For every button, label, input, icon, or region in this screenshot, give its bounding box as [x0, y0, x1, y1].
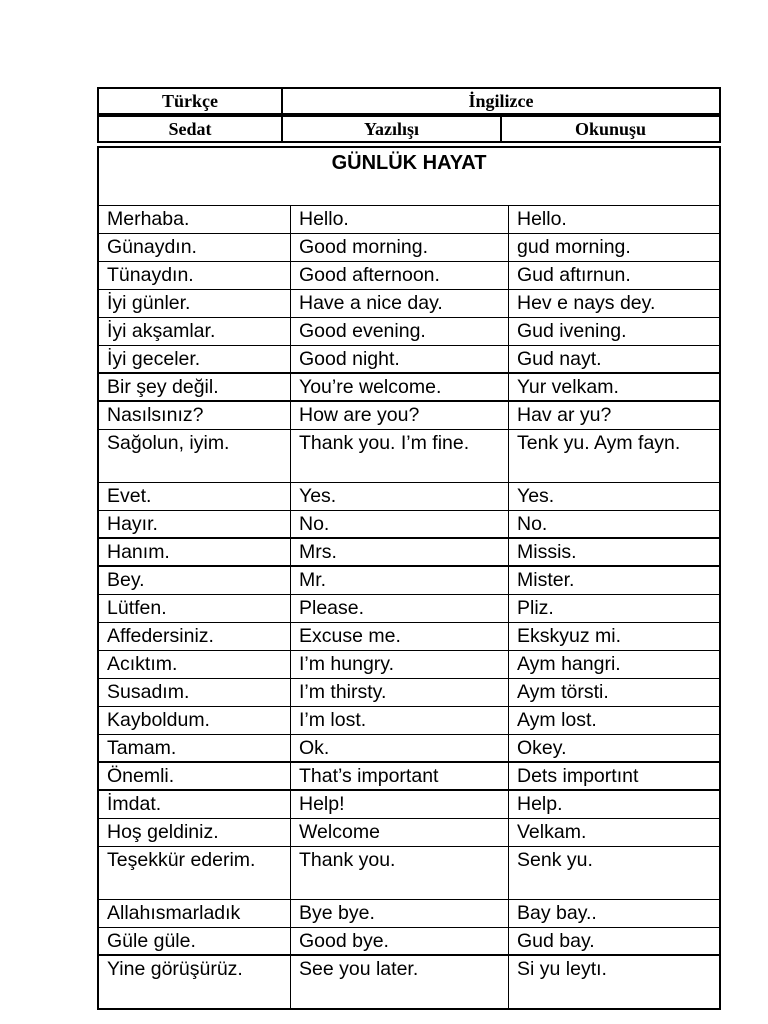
english-cell: Mr.: [291, 567, 509, 594]
pronunciation-cell: Senk yu.: [517, 849, 593, 871]
table-row: [99, 735, 719, 763]
english-cell: Mrs.: [291, 539, 509, 565]
table-row: [99, 651, 719, 679]
turkish-cell: Teşekkür ederim.: [99, 847, 291, 899]
pronunciation-cell: Tenk yu. Aym fayn.: [517, 432, 681, 454]
table-row: [99, 290, 719, 318]
table-row: [99, 819, 719, 847]
table-row: [99, 262, 719, 290]
pronunciation-cell: Okey.: [517, 737, 567, 759]
english-cell: I’m lost.: [291, 707, 509, 734]
english-cell: Have a nice day.: [291, 290, 509, 317]
turkish-cell: Hoş geldiniz.: [99, 819, 291, 846]
turkish-cell: Önemli.: [99, 763, 291, 789]
pronunciation-cell: Yur velkam.: [517, 376, 619, 398]
turkish-cell: Nasılsınız?: [99, 402, 291, 429]
turkish-cell: Sağolun, iyim.: [99, 430, 291, 482]
english-cell: Welcome: [291, 819, 509, 846]
english-cell: Please.: [291, 595, 509, 622]
english-cell: Thank you. I’m fine.: [291, 430, 509, 482]
english-cell: See you later.: [291, 956, 509, 1008]
english-cell: Good morning.: [291, 234, 509, 261]
header-table-bottom: [97, 115, 721, 143]
pronunciation-cell: Gud nayt.: [517, 348, 602, 370]
pronunciation-cell: Dets importınt: [517, 765, 639, 787]
table-row: [99, 763, 719, 791]
english-cell: No.: [291, 511, 509, 537]
turkish-cell: Susadım.: [99, 679, 291, 706]
turkish-cell: Evet.: [99, 483, 291, 510]
english-cell: Good afternoon.: [291, 262, 509, 289]
section-title: GÜNLÜK HAYAT: [99, 148, 719, 206]
turkish-cell: Bey.: [99, 567, 291, 594]
turkish-cell: Acıktım.: [99, 651, 291, 678]
phrase-table: [97, 146, 721, 1010]
english-cell: Good bye.: [291, 928, 509, 954]
english-cell: Good night.: [291, 346, 509, 372]
pronunciation-cell: Aym lost.: [517, 709, 597, 731]
turkish-cell: Lütfen.: [99, 595, 291, 622]
table-row: [99, 402, 719, 430]
turkish-cell: İmdat.: [99, 791, 291, 818]
english-cell: Bye bye.: [291, 900, 509, 927]
pronunciation-cell: Si yu leytı.: [517, 958, 607, 980]
header-pronunciation-label: Okunuşu: [501, 116, 720, 142]
pronunciation-cell: Gud bay.: [517, 930, 595, 952]
header-sedat-label: Sedat: [98, 116, 282, 142]
turkish-cell: Tünaydın.: [99, 262, 291, 289]
table-row: [99, 900, 719, 928]
pronunciation-cell: Missis.: [517, 541, 577, 563]
table-row: [99, 346, 719, 374]
pronunciation-cell: Help.: [517, 793, 563, 815]
table-row: [99, 483, 719, 511]
table-row: [99, 430, 719, 483]
pronunciation-cell: Pliz.: [517, 597, 554, 619]
table-row: [99, 956, 719, 1008]
english-cell: Hello.: [291, 206, 509, 233]
english-cell: Good evening.: [291, 318, 509, 345]
english-cell: That’s important: [291, 763, 509, 789]
turkish-cell: İyi akşamlar.: [99, 318, 291, 345]
turkish-cell: Tamam.: [99, 735, 291, 761]
pronunciation-cell: Hev e nays dey.: [517, 292, 656, 314]
english-cell: Ok.: [291, 735, 509, 761]
english-cell: Yes.: [291, 483, 509, 510]
pronunciation-cell: Mister.: [517, 569, 575, 591]
table-row: [99, 539, 719, 567]
table-row: [99, 679, 719, 707]
header-english-label: İngilizce: [282, 88, 720, 114]
pronunciation-cell: Ekskyuz mi.: [517, 625, 622, 647]
english-cell: I’m thirsty.: [291, 679, 509, 706]
turkish-cell: Bir şey değil.: [99, 374, 291, 400]
pronunciation-cell: Hav ar yu?: [517, 404, 612, 426]
turkish-cell: Güle güle.: [99, 928, 291, 954]
header-spelling-label: Yazılışı: [282, 116, 501, 142]
turkish-cell: İyi günler.: [99, 290, 291, 317]
turkish-cell: Günaydın.: [99, 234, 291, 261]
turkish-cell: Allahısmarladık: [99, 900, 291, 927]
turkish-cell: Hayır.: [99, 511, 291, 537]
phrase-rows: [99, 206, 719, 1008]
pronunciation-cell: Velkam.: [517, 821, 587, 843]
pronunciation-cell: Gud ivening.: [517, 320, 627, 342]
header-turkish-label: Türkçe: [98, 88, 282, 114]
pronunciation-cell: No.: [517, 513, 548, 535]
pronunciation-cell: Gud aftırnun.: [517, 264, 631, 286]
pronunciation-cell: Aym törsti.: [517, 681, 609, 703]
table-row: [99, 567, 719, 595]
table-row: [99, 511, 719, 539]
turkish-cell: Yine görüşürüz.: [99, 956, 291, 1008]
table-row: [99, 623, 719, 651]
english-cell: How are you?: [291, 402, 509, 429]
pronunciation-cell: Bay bay..: [517, 902, 597, 924]
english-cell: You’re welcome.: [291, 374, 509, 400]
table-row: [99, 318, 719, 346]
turkish-cell: Hanım.: [99, 539, 291, 565]
table-row: [99, 928, 719, 956]
table-row: [99, 234, 719, 262]
header-table-top: [97, 87, 721, 115]
turkish-cell: İyi geceler.: [99, 346, 291, 372]
turkish-cell: Affedersiniz.: [99, 623, 291, 650]
english-cell: I’m hungry.: [291, 651, 509, 678]
table-row: [99, 374, 719, 402]
english-cell: Thank you.: [291, 847, 509, 899]
pronunciation-cell: Yes.: [517, 485, 555, 507]
table-row: [99, 791, 719, 819]
turkish-cell: Merhaba.: [99, 206, 291, 233]
pronunciation-cell: Aym hangri.: [517, 653, 621, 675]
table-row: [99, 595, 719, 623]
english-cell: Excuse me.: [291, 623, 509, 650]
pronunciation-cell: Hello.: [517, 208, 567, 230]
english-cell: Help!: [291, 791, 509, 818]
table-row: [99, 847, 719, 900]
turkish-cell: Kayboldum.: [99, 707, 291, 734]
table-row: [99, 707, 719, 735]
table-row: [99, 206, 719, 234]
pronunciation-cell: gud morning.: [517, 236, 631, 258]
